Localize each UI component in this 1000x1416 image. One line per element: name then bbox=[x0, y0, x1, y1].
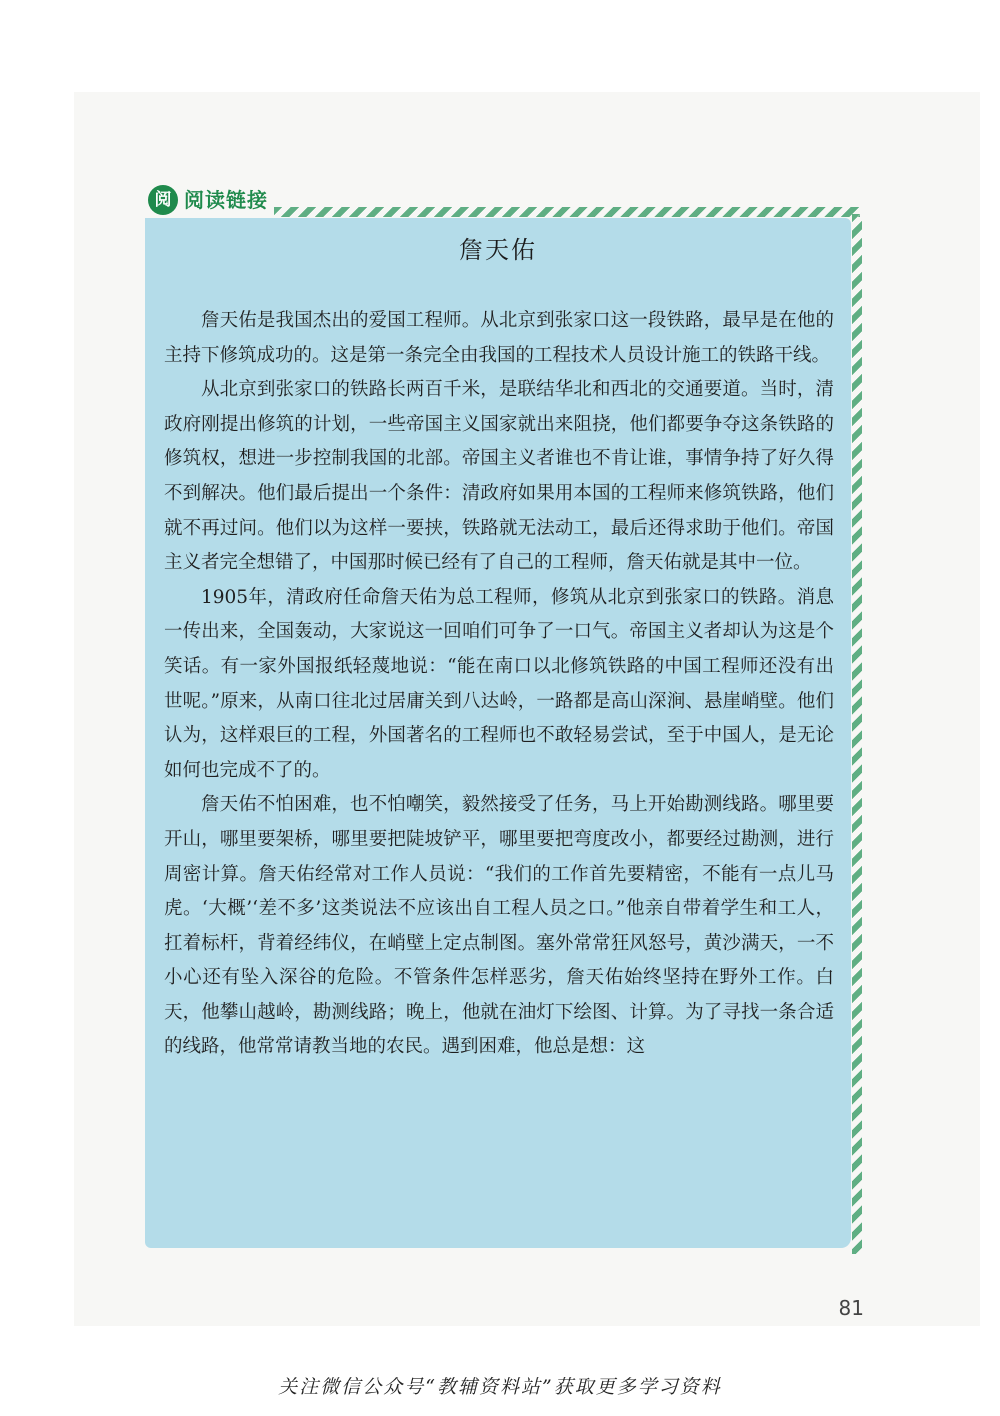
book-icon: 阅 bbox=[148, 185, 178, 215]
decorative-stripe-top bbox=[274, 207, 860, 217]
paragraph: 詹天佑不怕困难，也不怕嘲笑，毅然接受了任务，马上开始勘测线路。哪里要开山，哪里要架桥，哪里要把陡坡铲平，哪里要把弯度改小，都要经过勘测，进行周密计算。詹天佑经常对工作人员说：“我们的工作首先要精密，不能有一点儿马虎。‘大概’‘差不多’这类说法不应该出自工程人员之口。”他亲自带着学生和工人，扛着标杆，背着经纬仪，在峭壁上定点制图。塞外常常狂风怒号，黄沙满天，一不小心还有坠入深谷的危险。不管条件怎样恶劣，詹天佑始终坚持在野外工作。白天，他攀山越岭，勘测线路；晚上，他就在油灯下绘图、计算。为了寻找一条合适的线路，他常常请教当地的农民。遇到困难，他总是想：这 bbox=[164, 794, 834, 1058]
article-body bbox=[164, 304, 834, 1065]
footer-note: 关注微信公众号“教辅资料站”获取更多学习资料 bbox=[278, 1376, 722, 1398]
paragraph: 詹天佑是我国杰出的爱国工程师。从北京到张家口这一段铁路，最早是在他的主持下修筑成功的。这是第一条完全由我国的工程技术人员设计施工的铁路干线。 bbox=[164, 310, 834, 366]
paragraph: 从北京到张家口的铁路长两百千米，是联结华北和西北的交通要道。当时，清政府刚提出修筑的计划，一些帝国主义国家就出来阻挠，他们都要争夺这条铁路的修筑权，想进一步控制我国的北部。帝国主义者谁也不肯让谁，事情争持了好久得不到解决。他们最后提出一个条件：清政府如果用本国的工程师来修筑铁路，他们就不再过问。他们以为这样一要挟，铁路就无法动工，最后还得求助于他们。帝国主义者完全想错了，中国那时候已经有了自己的工程师，詹天佑就是其中一位。 bbox=[164, 379, 834, 574]
paragraph: 1905年，清政府任命詹天佑为总工程师，修筑从北京到张家口的铁路。消息一传出来，全国轰动，大家说这一回咱们可争了一口气。帝国主义者却认为这是个笑话。有一家外国报纸轻蔑地说：“能在南口以北修筑铁路的中国工程师还没有出世呢。”原来，从南口往北过居庸关到八达岭，一路都是高山深涧、悬崖峭壁。他们认为，这样艰巨的工程，外国著名的工程师也不敢轻易尝试，至于中国人，是无论如何也完成不了的。 bbox=[164, 586, 834, 781]
decorative-stripe-right bbox=[852, 214, 862, 1254]
article-title: 詹天佑 bbox=[459, 236, 537, 264]
section-label: 阅读链接 bbox=[184, 188, 268, 212]
page-number: 81 bbox=[838, 1296, 864, 1320]
